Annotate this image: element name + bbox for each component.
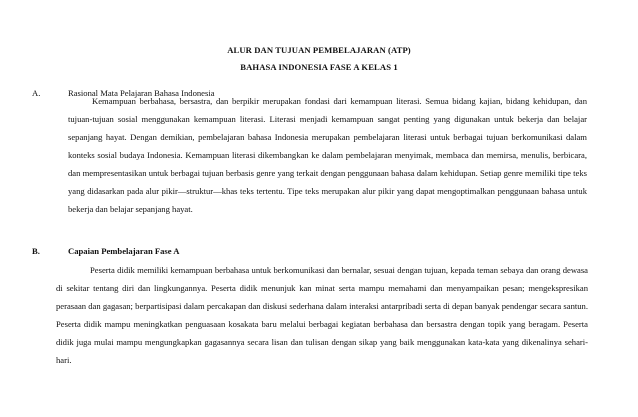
section-b-title: Capaian Pembelajaran Fase A: [68, 246, 180, 256]
section-b-label: B.: [32, 246, 40, 256]
section-b-paragraph: Peserta didik memiliki kemampuan berbahasa untuk berkomunikasi dan bernalar, sesuai dengan tujuan, kepada teman sebaya dan orang dewasa di sekitar tentang diri dan lingkungannya. Peserta didik menunjuk kan minat serta mampu memahami dan menyampaikan pesan; mengekspresikan perasaan dan gagasan; berpartisipasi dalam percakapan dan diskusi sederhana dalam interaksi antarpribadi serta di depan banyak pendengar secara santun. Peserta didik mampu meningkatkan penguasaan kosakata baru melalui berbagai kegiatan berbahasa dan bersastra dengan topik yang beragam. Peserta didik juga mulai mampu mengungkapkan gagasannya secara lisan dan tulisan dengan sikap yang baik menggunakan kata-kata yang dikenalinya sehari- hari.: [56, 265, 588, 365]
section-a-paragraph: Kemampuan berbahasa, bersastra, dan berpikir merupakan fondasi dari kemampuan literasi. Semua bidang kajian, bidang kehidupan, dan tujuan-tujuan sosial menggunakan kemampuan literasi. Literasi menjadi kemampuan sangat penting yang digunakan untuk bekerja dan belajar sepanjang hayat. Dengan demikian, pembelajaran bahasa Indonesia merupakan pembelajaran literasi untuk berbagai tujuan berkomunikasi dalam konteks sosial budaya Indonesia. Kemampuan literasi dikembangkan ke dalam pembelajaran menyimak, membaca dan memirsa, menulis, berbicara, dan mempresentasikan untuk berbagai tujuan berbasis genre yang terkait dengan penggunaan bahasa dalam kehidupan. Setiap genre memiliki tipe teks yang didasarkan pada alur pikir—struktur—khas teks tertentu. Tipe teks merupakan alur pikir yang dapat mengoptimalkan penggunaan bahasa untuk bekerja dan belajar sepanjang hayat.: [68, 96, 587, 214]
document-subtitle: BAHASA INDONESIA FASE A KELAS 1: [240, 62, 398, 72]
section-a-label: A.: [32, 88, 41, 98]
section-a-title: Rasional Mata Pelajaran Bahasa Indonesia: [68, 88, 215, 98]
document-title: ALUR DAN TUJUAN PEMBELAJARAN (ATP): [227, 45, 411, 55]
